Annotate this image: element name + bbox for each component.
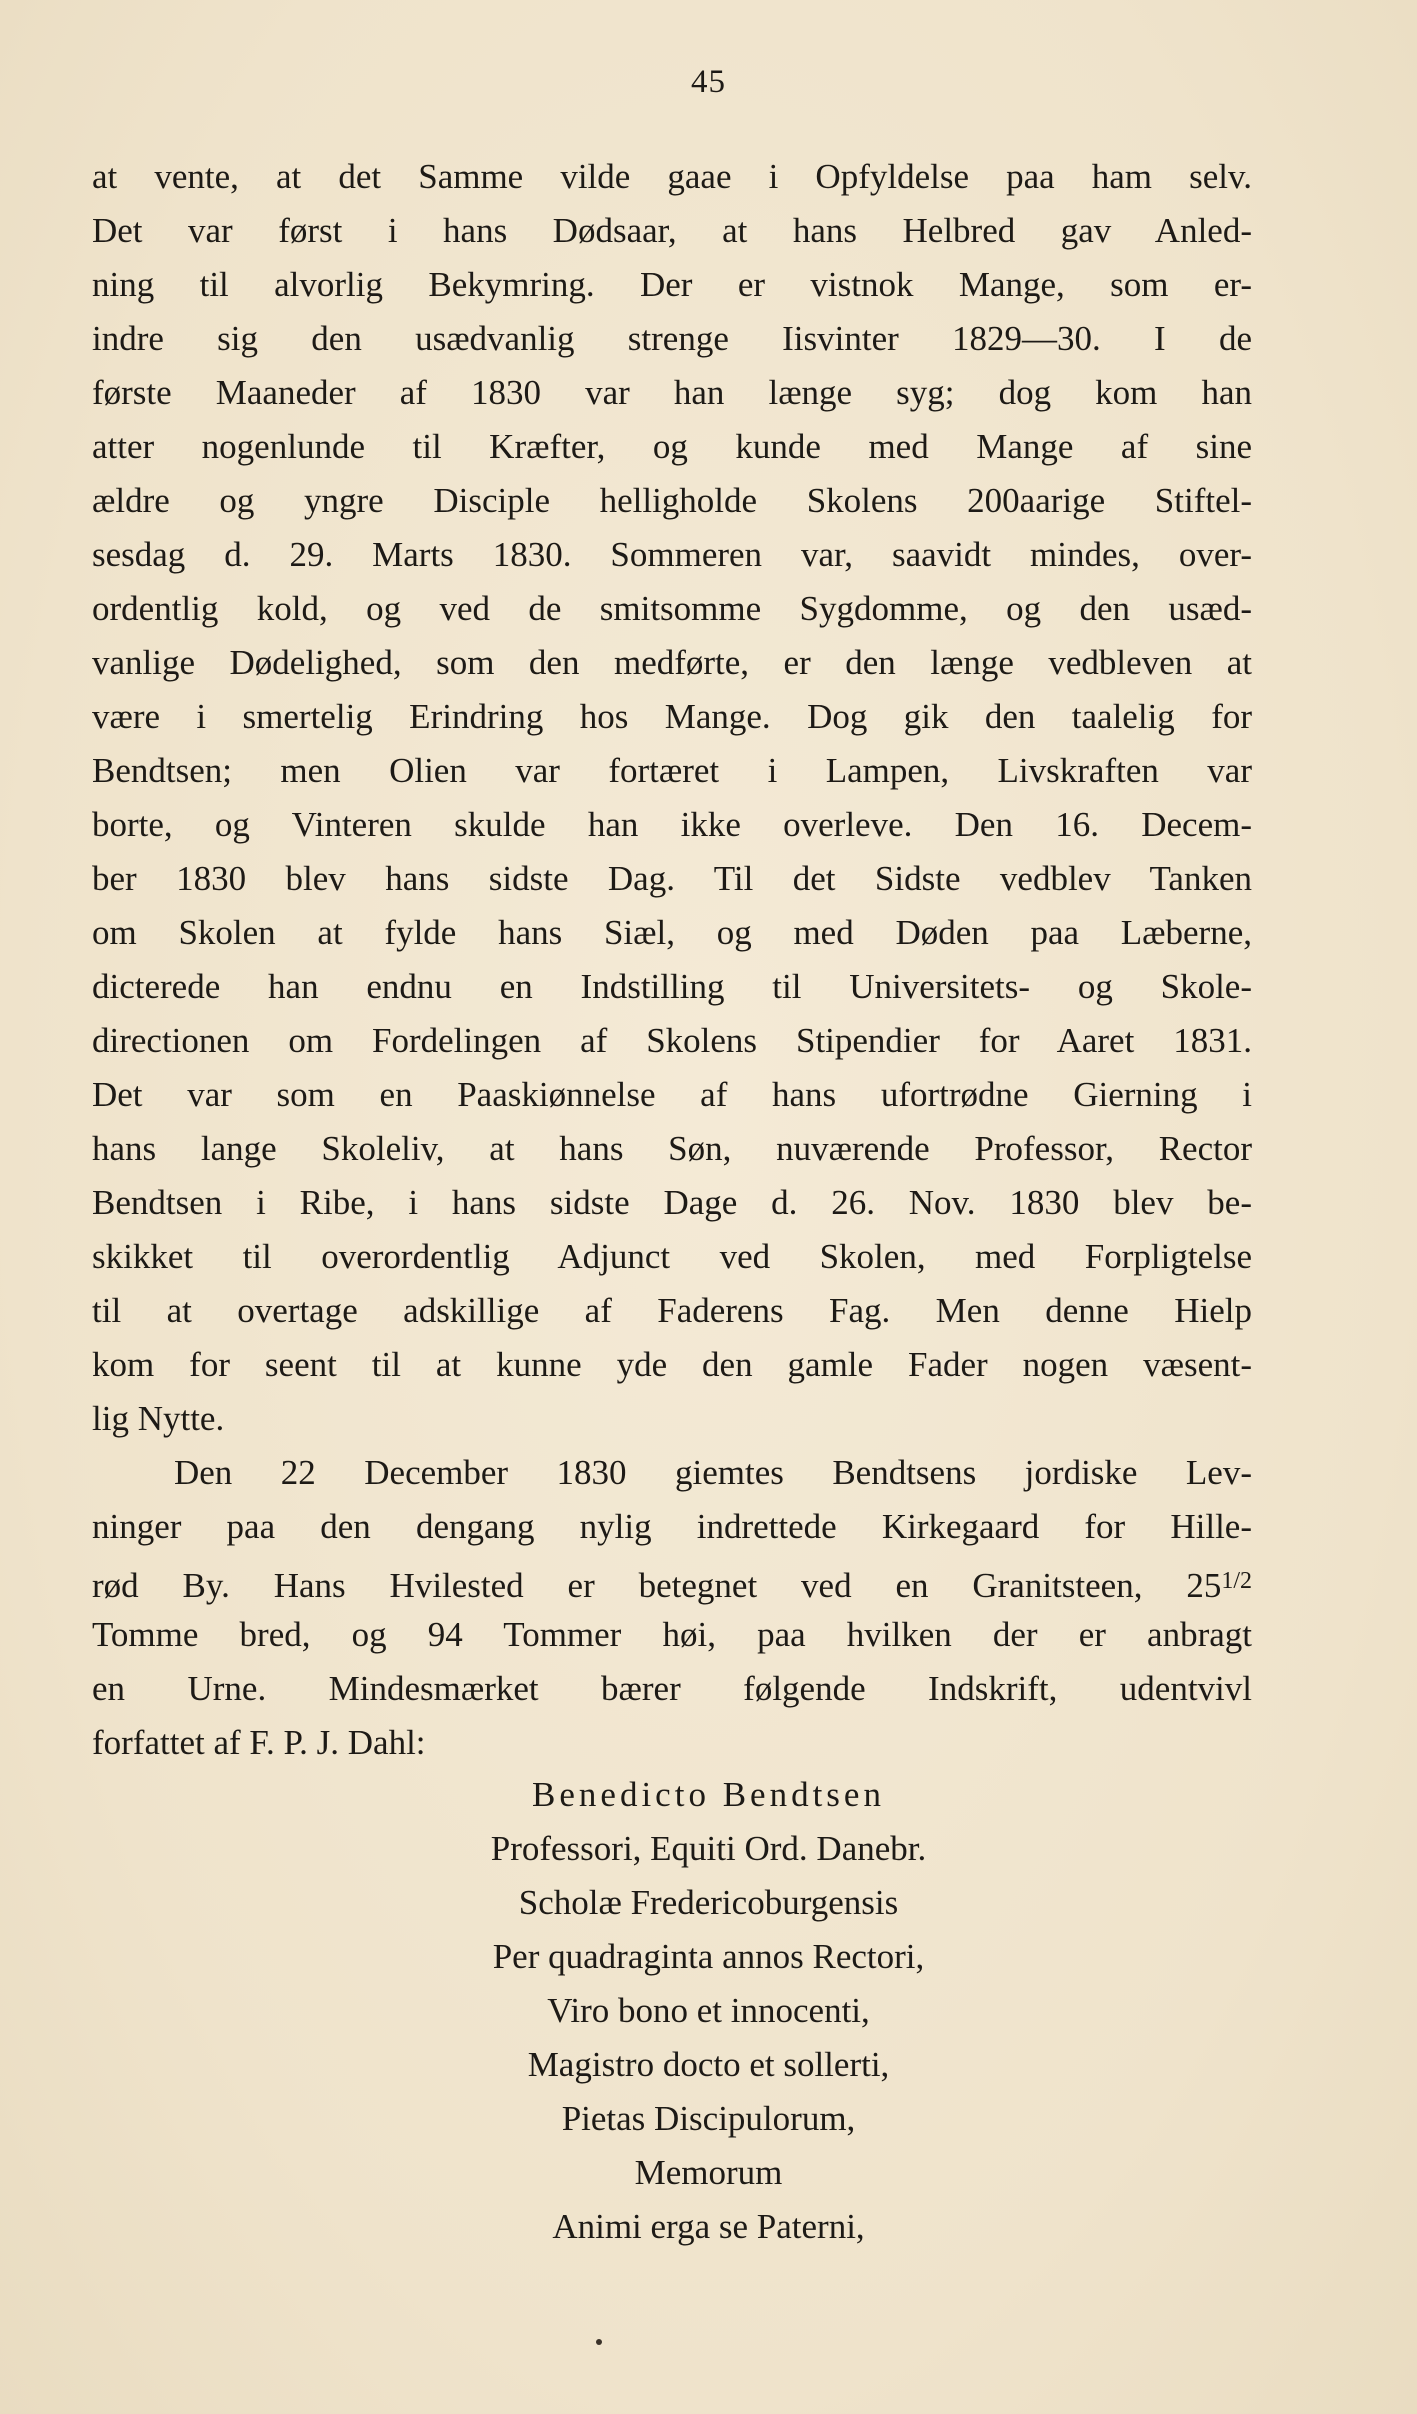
inscription-line: Scholæ Fredericoburgensis: [518, 1883, 899, 1922]
inscription-line: Benedicto Bendtsen: [532, 1775, 885, 1814]
text-line: borte, og Vinteren skulde han ikke overleve. Den 16. Decem-: [92, 805, 1252, 844]
text-line: forfattet af F. P. J. Dahl:: [92, 1723, 426, 1762]
inscription: [0, 1768, 1417, 2254]
text-line: lig Nytte.: [92, 1399, 225, 1438]
inscription-line: Per quadraginta annos Rectori,: [492, 1937, 925, 1976]
text-line: kom for seent til at kunne yde den gamle Fader nogen væsent-: [92, 1345, 1252, 1384]
text-line: hans lange Skoleliv, at hans Søn, nuværende Professor, Rector: [92, 1129, 1252, 1168]
text-line: til at overtage adskillige af Faderens Fag. Men denne Hielp: [92, 1291, 1252, 1330]
text-line: ber 1830 blev hans sidste Dag. Til det Sidste vedblev Tanken: [92, 859, 1252, 898]
text-line: Det var som en Paaskiønnelse af hans ufortrødne Gierning i: [92, 1075, 1252, 1114]
inscription-line: Pietas Discipulorum,: [561, 2099, 856, 2138]
inscription-line: Animi erga se Paterni,: [552, 2207, 865, 2246]
text-line: ældre og yngre Disciple helligholde Skolens 200aarige Stiftel-: [92, 481, 1252, 520]
text-segment: rød By. Hans Hvilested er betegnet ved en Granitsteen, 25: [92, 1566, 1222, 1605]
text-line: Det var først i hans Dødsaar, at hans Helbred gav Anled-: [92, 211, 1252, 250]
text-line: ning til alvorlig Bekymring. Der er vistnok Mange, som er-: [92, 265, 1252, 304]
text-line: directionen om Fordelingen af Skolens Stipendier for Aaret 1831.: [92, 1021, 1252, 1060]
text-line: dicterede han endnu en Indstilling til Universitets- og Skole-: [92, 967, 1252, 1006]
text-line: indre sig den usædvanlig strenge Iisvinter 1829—30. I de: [92, 319, 1252, 358]
inscription-line: Magistro docto et sollerti,: [527, 2045, 890, 2084]
text-line: være i smertelig Erindring hos Mange. Dog gik den taalelig for: [92, 697, 1252, 736]
text-line: at vente, at det Samme vilde gaae i Opfyldelse paa ham selv.: [92, 157, 1252, 196]
text-line: første Maaneder af 1830 var han længe syg; dog kom han: [92, 373, 1252, 412]
text-line: vanlige Dødelighed, som den medførte, er den længe vedbleven at: [92, 643, 1252, 682]
inscription-line: Viro bono et innocenti,: [547, 1991, 870, 2030]
text-line: Bendtsen; men Olien var fortæret i Lampen, Livskraften var: [92, 751, 1252, 790]
text-line: om Skolen at fylde hans Siæl, og med Døden paa Læberne,: [92, 913, 1252, 952]
text-line: ninger paa den dengang nylig indrettede Kirkegaard for Hille-: [92, 1507, 1252, 1546]
inscription-line: Memorum: [634, 2153, 783, 2192]
text-line: Tomme bred, og 94 Tommer høi, paa hvilken der er anbragt: [92, 1615, 1252, 1654]
inscription-line: Professori, Equiti Ord. Danebr.: [490, 1829, 927, 1868]
text-line: skikket til overordentlig Adjunct ved Skolen, med Forpligtelse: [92, 1237, 1252, 1276]
body-text: [92, 150, 1252, 1770]
text-line: en Urne. Mindesmærket bærer følgende Indskrift, udentvivl: [92, 1669, 1252, 1708]
text-line-with-fraction: [92, 1554, 1252, 1608]
fraction: 1/2: [1221, 1568, 1252, 1594]
text-line: sesdag d. 29. Marts 1830. Sommeren var, saavidt mindes, over-: [92, 535, 1252, 574]
text-line: atter nogenlunde til Kræfter, og kunde med Mange af sine: [92, 427, 1252, 466]
page-number: 45: [691, 64, 726, 100]
paragraph-start-line: Den 22 December 1830 giemtes Bendtsens jordiske Lev-: [174, 1453, 1252, 1492]
ink-speck: [596, 2339, 602, 2345]
text-line: ordentlig kold, og ved de smitsomme Sygdomme, og den usæd-: [92, 589, 1252, 628]
text-line: Bendtsen i Ribe, i hans sidste Dage d. 26. Nov. 1830 blev be-: [92, 1183, 1252, 1222]
